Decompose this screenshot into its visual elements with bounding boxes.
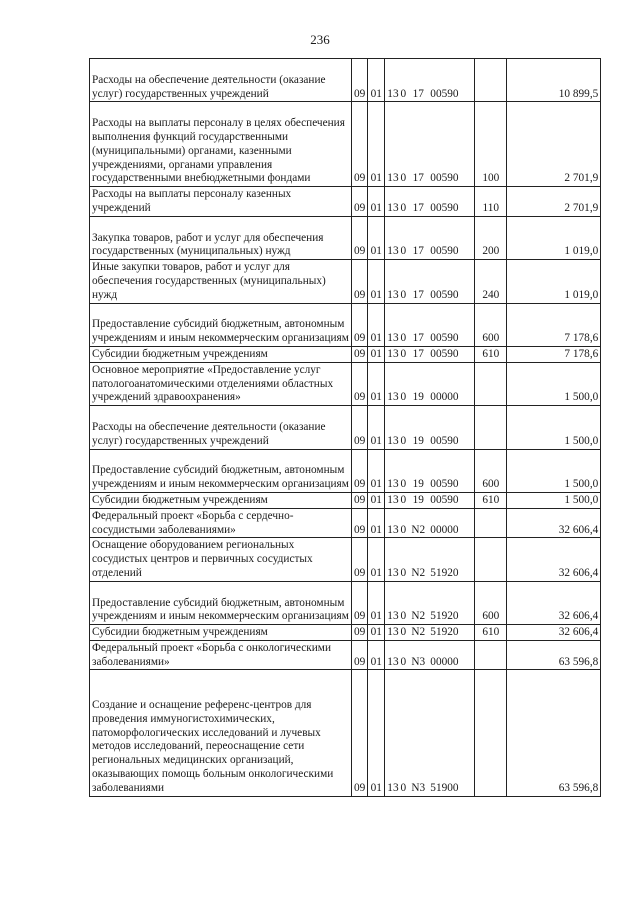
amount-cell: 7 178,6 bbox=[507, 303, 601, 346]
table-row bbox=[90, 102, 601, 187]
table-row bbox=[90, 640, 601, 670]
target-article-part: 51900 bbox=[430, 781, 459, 794]
target-article-part: 13 bbox=[387, 523, 399, 536]
expense-type-cell: 610 bbox=[475, 625, 507, 641]
target-article-part: 0 bbox=[400, 478, 407, 491]
expense-type-cell bbox=[475, 508, 507, 538]
target-article-part: 17 bbox=[412, 201, 424, 214]
target-article-cell bbox=[385, 449, 475, 492]
target-article-part: 0 bbox=[400, 626, 407, 639]
target-article-part: 00590 bbox=[430, 245, 459, 258]
target-article-cell bbox=[385, 640, 475, 670]
table-row bbox=[90, 508, 601, 538]
amount-cell: 32 606,4 bbox=[507, 625, 601, 641]
expense-name-cell: Предоставление субсидий бюджетным, автономным учреждениям и иным некоммерческим организациям bbox=[90, 449, 352, 492]
target-article-part: 0 bbox=[400, 201, 407, 214]
expense-type-cell: 100 bbox=[475, 102, 507, 187]
target-article-part: N2 bbox=[411, 610, 426, 623]
expense-name-cell: Закупка товаров, работ и услуг для обеспечения государственных (муниципальных) нужд bbox=[90, 216, 352, 259]
target-article-part: 00000 bbox=[430, 523, 459, 536]
section-code-cell: 01 bbox=[368, 260, 385, 303]
table-row bbox=[90, 406, 601, 449]
target-article-part: 0 bbox=[400, 172, 407, 185]
target-article-part: 00590 bbox=[430, 288, 459, 301]
amount-cell: 1 019,0 bbox=[507, 216, 601, 259]
target-article-part: 19 bbox=[412, 391, 424, 404]
target-article-part: 13 bbox=[387, 245, 399, 258]
amount-cell: 32 606,4 bbox=[507, 581, 601, 624]
target-article-part: 13 bbox=[387, 493, 399, 506]
target-article-part: 13 bbox=[387, 347, 399, 360]
expense-type-cell: 600 bbox=[475, 581, 507, 624]
table-row bbox=[90, 449, 601, 492]
target-article-part: 00590 bbox=[430, 347, 459, 360]
target-article-part: 13 bbox=[387, 434, 399, 447]
expense-type-cell bbox=[475, 640, 507, 670]
target-article-part: 0 bbox=[400, 781, 407, 794]
amount-cell: 1 500,0 bbox=[507, 492, 601, 508]
table-row bbox=[90, 187, 601, 217]
section-code-cell: 01 bbox=[368, 449, 385, 492]
target-article-part: N2 bbox=[411, 566, 426, 579]
target-article-part: 13 bbox=[387, 655, 399, 668]
target-article-part: 13 bbox=[387, 781, 399, 794]
section-code-cell: 01 bbox=[368, 102, 385, 187]
target-article-part: 17 bbox=[412, 245, 424, 258]
section-code-cell: 01 bbox=[368, 406, 385, 449]
target-article-part: 13 bbox=[387, 478, 399, 491]
target-article-part: 00590 bbox=[430, 172, 459, 185]
ministry-code-cell: 09 bbox=[352, 508, 368, 538]
expense-name-cell: Создание и оснащение референс-центров для проведения иммуногистохимических, патоморфологических исследований и лучевых методов исследований, переоснащение сети региональных медицинских организаций, оказывающих помощь больным онкологическими заболеваниями bbox=[90, 670, 352, 796]
table-row bbox=[90, 346, 601, 362]
amount-cell: 1 500,0 bbox=[507, 449, 601, 492]
target-article-part: 19 bbox=[412, 493, 424, 506]
section-code-cell: 01 bbox=[368, 581, 385, 624]
target-article-part: N3 bbox=[411, 655, 426, 668]
expense-type-cell: 610 bbox=[475, 492, 507, 508]
target-article-part: 0 bbox=[400, 523, 407, 536]
target-article-part: 13 bbox=[387, 332, 399, 345]
expense-name-cell: Расходы на обеспечение деятельности (оказание услуг) государственных учреждений bbox=[90, 59, 352, 102]
target-article-cell bbox=[385, 492, 475, 508]
ministry-code-cell: 09 bbox=[352, 362, 368, 405]
target-article-cell bbox=[385, 59, 475, 102]
budget-table bbox=[89, 58, 601, 797]
section-code-cell: 01 bbox=[368, 187, 385, 217]
ministry-code-cell: 09 bbox=[352, 346, 368, 362]
target-article-part: 13 bbox=[387, 87, 399, 100]
expense-name-cell: Оснащение оборудованием региональных сосудистых центров и первичных сосудистых отделений bbox=[90, 538, 352, 581]
target-article-part: 17 bbox=[412, 332, 424, 345]
target-article-cell bbox=[385, 346, 475, 362]
target-article-part: 0 bbox=[400, 566, 407, 579]
target-article-part: 19 bbox=[412, 434, 424, 447]
section-code-cell: 01 bbox=[368, 216, 385, 259]
expense-name-cell: Расходы на выплаты персоналу в целях обеспечения выполнения функций государственными (муниципальными) органами, казенными учреждениями, органами управления государственными внебюджетными фондами bbox=[90, 102, 352, 187]
section-code-cell: 01 bbox=[368, 59, 385, 102]
ministry-code-cell: 09 bbox=[352, 59, 368, 102]
ministry-code-cell: 09 bbox=[352, 102, 368, 187]
target-article-cell bbox=[385, 260, 475, 303]
target-article-part: 0 bbox=[400, 288, 407, 301]
target-article-cell bbox=[385, 538, 475, 581]
section-code-cell: 01 bbox=[368, 670, 385, 796]
target-article-part: 00590 bbox=[430, 434, 459, 447]
target-article-part: 00590 bbox=[430, 201, 459, 214]
target-article-part: 13 bbox=[387, 172, 399, 185]
target-article-part: N2 bbox=[411, 626, 426, 639]
expense-name-cell: Субсидии бюджетным учреждениям bbox=[90, 492, 352, 508]
target-article-part: 13 bbox=[387, 610, 399, 623]
section-code-cell: 01 bbox=[368, 362, 385, 405]
expense-type-cell: 600 bbox=[475, 449, 507, 492]
target-article-part: 17 bbox=[412, 172, 424, 185]
target-article-cell bbox=[385, 102, 475, 187]
expense-type-cell: 240 bbox=[475, 260, 507, 303]
budget-table-body bbox=[90, 59, 601, 797]
expense-name-cell: Основное мероприятие «Предоставление услуг патологоанатомическими отделениями областных учреждений здравоохранения» bbox=[90, 362, 352, 405]
section-code-cell: 01 bbox=[368, 346, 385, 362]
target-article-part: 00000 bbox=[430, 655, 459, 668]
target-article-part: 0 bbox=[400, 332, 407, 345]
target-article-cell bbox=[385, 362, 475, 405]
expense-name-cell: Предоставление субсидий бюджетным, автономным учреждениям и иным некоммерческим организациям bbox=[90, 581, 352, 624]
table-row bbox=[90, 59, 601, 102]
amount-cell: 32 606,4 bbox=[507, 508, 601, 538]
expense-type-cell bbox=[475, 59, 507, 102]
expense-type-cell: 600 bbox=[475, 303, 507, 346]
target-article-part: 00590 bbox=[430, 87, 459, 100]
table-row bbox=[90, 670, 601, 796]
section-code-cell: 01 bbox=[368, 492, 385, 508]
ministry-code-cell: 09 bbox=[352, 303, 368, 346]
target-article-part: 51920 bbox=[430, 610, 459, 623]
table-row bbox=[90, 625, 601, 641]
ministry-code-cell: 09 bbox=[352, 406, 368, 449]
expense-name-cell: Субсидии бюджетным учреждениям bbox=[90, 625, 352, 641]
page-number: 236 bbox=[310, 32, 330, 47]
amount-cell: 63 596,8 bbox=[507, 640, 601, 670]
amount-cell: 1 500,0 bbox=[507, 406, 601, 449]
target-article-part: 00590 bbox=[430, 332, 459, 345]
target-article-part: 00000 bbox=[430, 391, 459, 404]
expense-type-cell bbox=[475, 670, 507, 796]
target-article-part: 0 bbox=[400, 434, 407, 447]
ministry-code-cell: 09 bbox=[352, 538, 368, 581]
target-article-part: 13 bbox=[387, 626, 399, 639]
target-article-cell bbox=[385, 508, 475, 538]
expense-type-cell: 200 bbox=[475, 216, 507, 259]
section-code-cell: 01 bbox=[368, 625, 385, 641]
target-article-part: 51920 bbox=[430, 626, 459, 639]
target-article-part: 0 bbox=[400, 391, 407, 404]
table-row bbox=[90, 362, 601, 405]
target-article-cell bbox=[385, 625, 475, 641]
target-article-part: 13 bbox=[387, 566, 399, 579]
target-article-part: 13 bbox=[387, 391, 399, 404]
table-row bbox=[90, 303, 601, 346]
ministry-code-cell: 09 bbox=[352, 216, 368, 259]
ministry-code-cell: 09 bbox=[352, 449, 368, 492]
ministry-code-cell: 09 bbox=[352, 625, 368, 641]
section-code-cell: 01 bbox=[368, 538, 385, 581]
target-article-part: 19 bbox=[412, 478, 424, 491]
table-row bbox=[90, 492, 601, 508]
table-row bbox=[90, 581, 601, 624]
amount-cell: 7 178,6 bbox=[507, 346, 601, 362]
target-article-cell bbox=[385, 216, 475, 259]
expense-type-cell bbox=[475, 538, 507, 581]
table-row bbox=[90, 260, 601, 303]
ministry-code-cell: 09 bbox=[352, 492, 368, 508]
expense-type-cell bbox=[475, 406, 507, 449]
expense-name-cell: Расходы на выплаты персоналу казенных учреждений bbox=[90, 187, 352, 217]
target-article-cell bbox=[385, 187, 475, 217]
expense-type-cell bbox=[475, 362, 507, 405]
target-article-cell bbox=[385, 581, 475, 624]
target-article-part: N2 bbox=[411, 523, 426, 536]
target-article-cell bbox=[385, 406, 475, 449]
amount-cell: 2 701,9 bbox=[507, 102, 601, 187]
target-article-part: 51920 bbox=[430, 566, 459, 579]
target-article-part: 17 bbox=[412, 87, 424, 100]
amount-cell: 1 500,0 bbox=[507, 362, 601, 405]
expense-type-cell: 610 bbox=[475, 346, 507, 362]
amount-cell: 2 701,9 bbox=[507, 187, 601, 217]
expense-name-cell: Предоставление субсидий бюджетным, автономным учреждениям и иным некоммерческим организациям bbox=[90, 303, 352, 346]
amount-cell: 32 606,4 bbox=[507, 538, 601, 581]
ministry-code-cell: 09 bbox=[352, 187, 368, 217]
target-article-part: N3 bbox=[411, 781, 426, 794]
target-article-part: 00590 bbox=[430, 478, 459, 491]
section-code-cell: 01 bbox=[368, 303, 385, 346]
target-article-part: 0 bbox=[400, 493, 407, 506]
target-article-part: 00590 bbox=[430, 493, 459, 506]
target-article-part: 0 bbox=[400, 245, 407, 258]
amount-cell: 10 899,5 bbox=[507, 59, 601, 102]
target-article-part: 13 bbox=[387, 201, 399, 214]
expense-name-cell: Расходы на обеспечение деятельности (оказание услуг) государственных учреждений bbox=[90, 406, 352, 449]
amount-cell: 63 596,8 bbox=[507, 670, 601, 796]
expense-name-cell: Субсидии бюджетным учреждениям bbox=[90, 346, 352, 362]
target-article-part: 17 bbox=[412, 288, 424, 301]
target-article-cell bbox=[385, 303, 475, 346]
expense-name-cell: Федеральный проект «Борьба с сердечно-сосудистыми заболеваниями» bbox=[90, 508, 352, 538]
table-row bbox=[90, 216, 601, 259]
amount-cell: 1 019,0 bbox=[507, 260, 601, 303]
section-code-cell: 01 bbox=[368, 508, 385, 538]
expense-name-cell: Иные закупки товаров, работ и услуг для обеспечения государственных (муниципальных) нужд bbox=[90, 260, 352, 303]
target-article-part: 17 bbox=[412, 347, 424, 360]
target-article-part: 0 bbox=[400, 610, 407, 623]
target-article-part: 13 bbox=[387, 288, 399, 301]
ministry-code-cell: 09 bbox=[352, 581, 368, 624]
ministry-code-cell: 09 bbox=[352, 640, 368, 670]
expense-type-cell: 110 bbox=[475, 187, 507, 217]
ministry-code-cell: 09 bbox=[352, 260, 368, 303]
table-row bbox=[90, 538, 601, 581]
ministry-code-cell: 09 bbox=[352, 670, 368, 796]
target-article-cell bbox=[385, 670, 475, 796]
target-article-part: 0 bbox=[400, 87, 407, 100]
expense-name-cell: Федеральный проект «Борьба с онкологическими заболеваниями» bbox=[90, 640, 352, 670]
target-article-part: 0 bbox=[400, 347, 407, 360]
target-article-part: 0 bbox=[400, 655, 407, 668]
section-code-cell: 01 bbox=[368, 640, 385, 670]
